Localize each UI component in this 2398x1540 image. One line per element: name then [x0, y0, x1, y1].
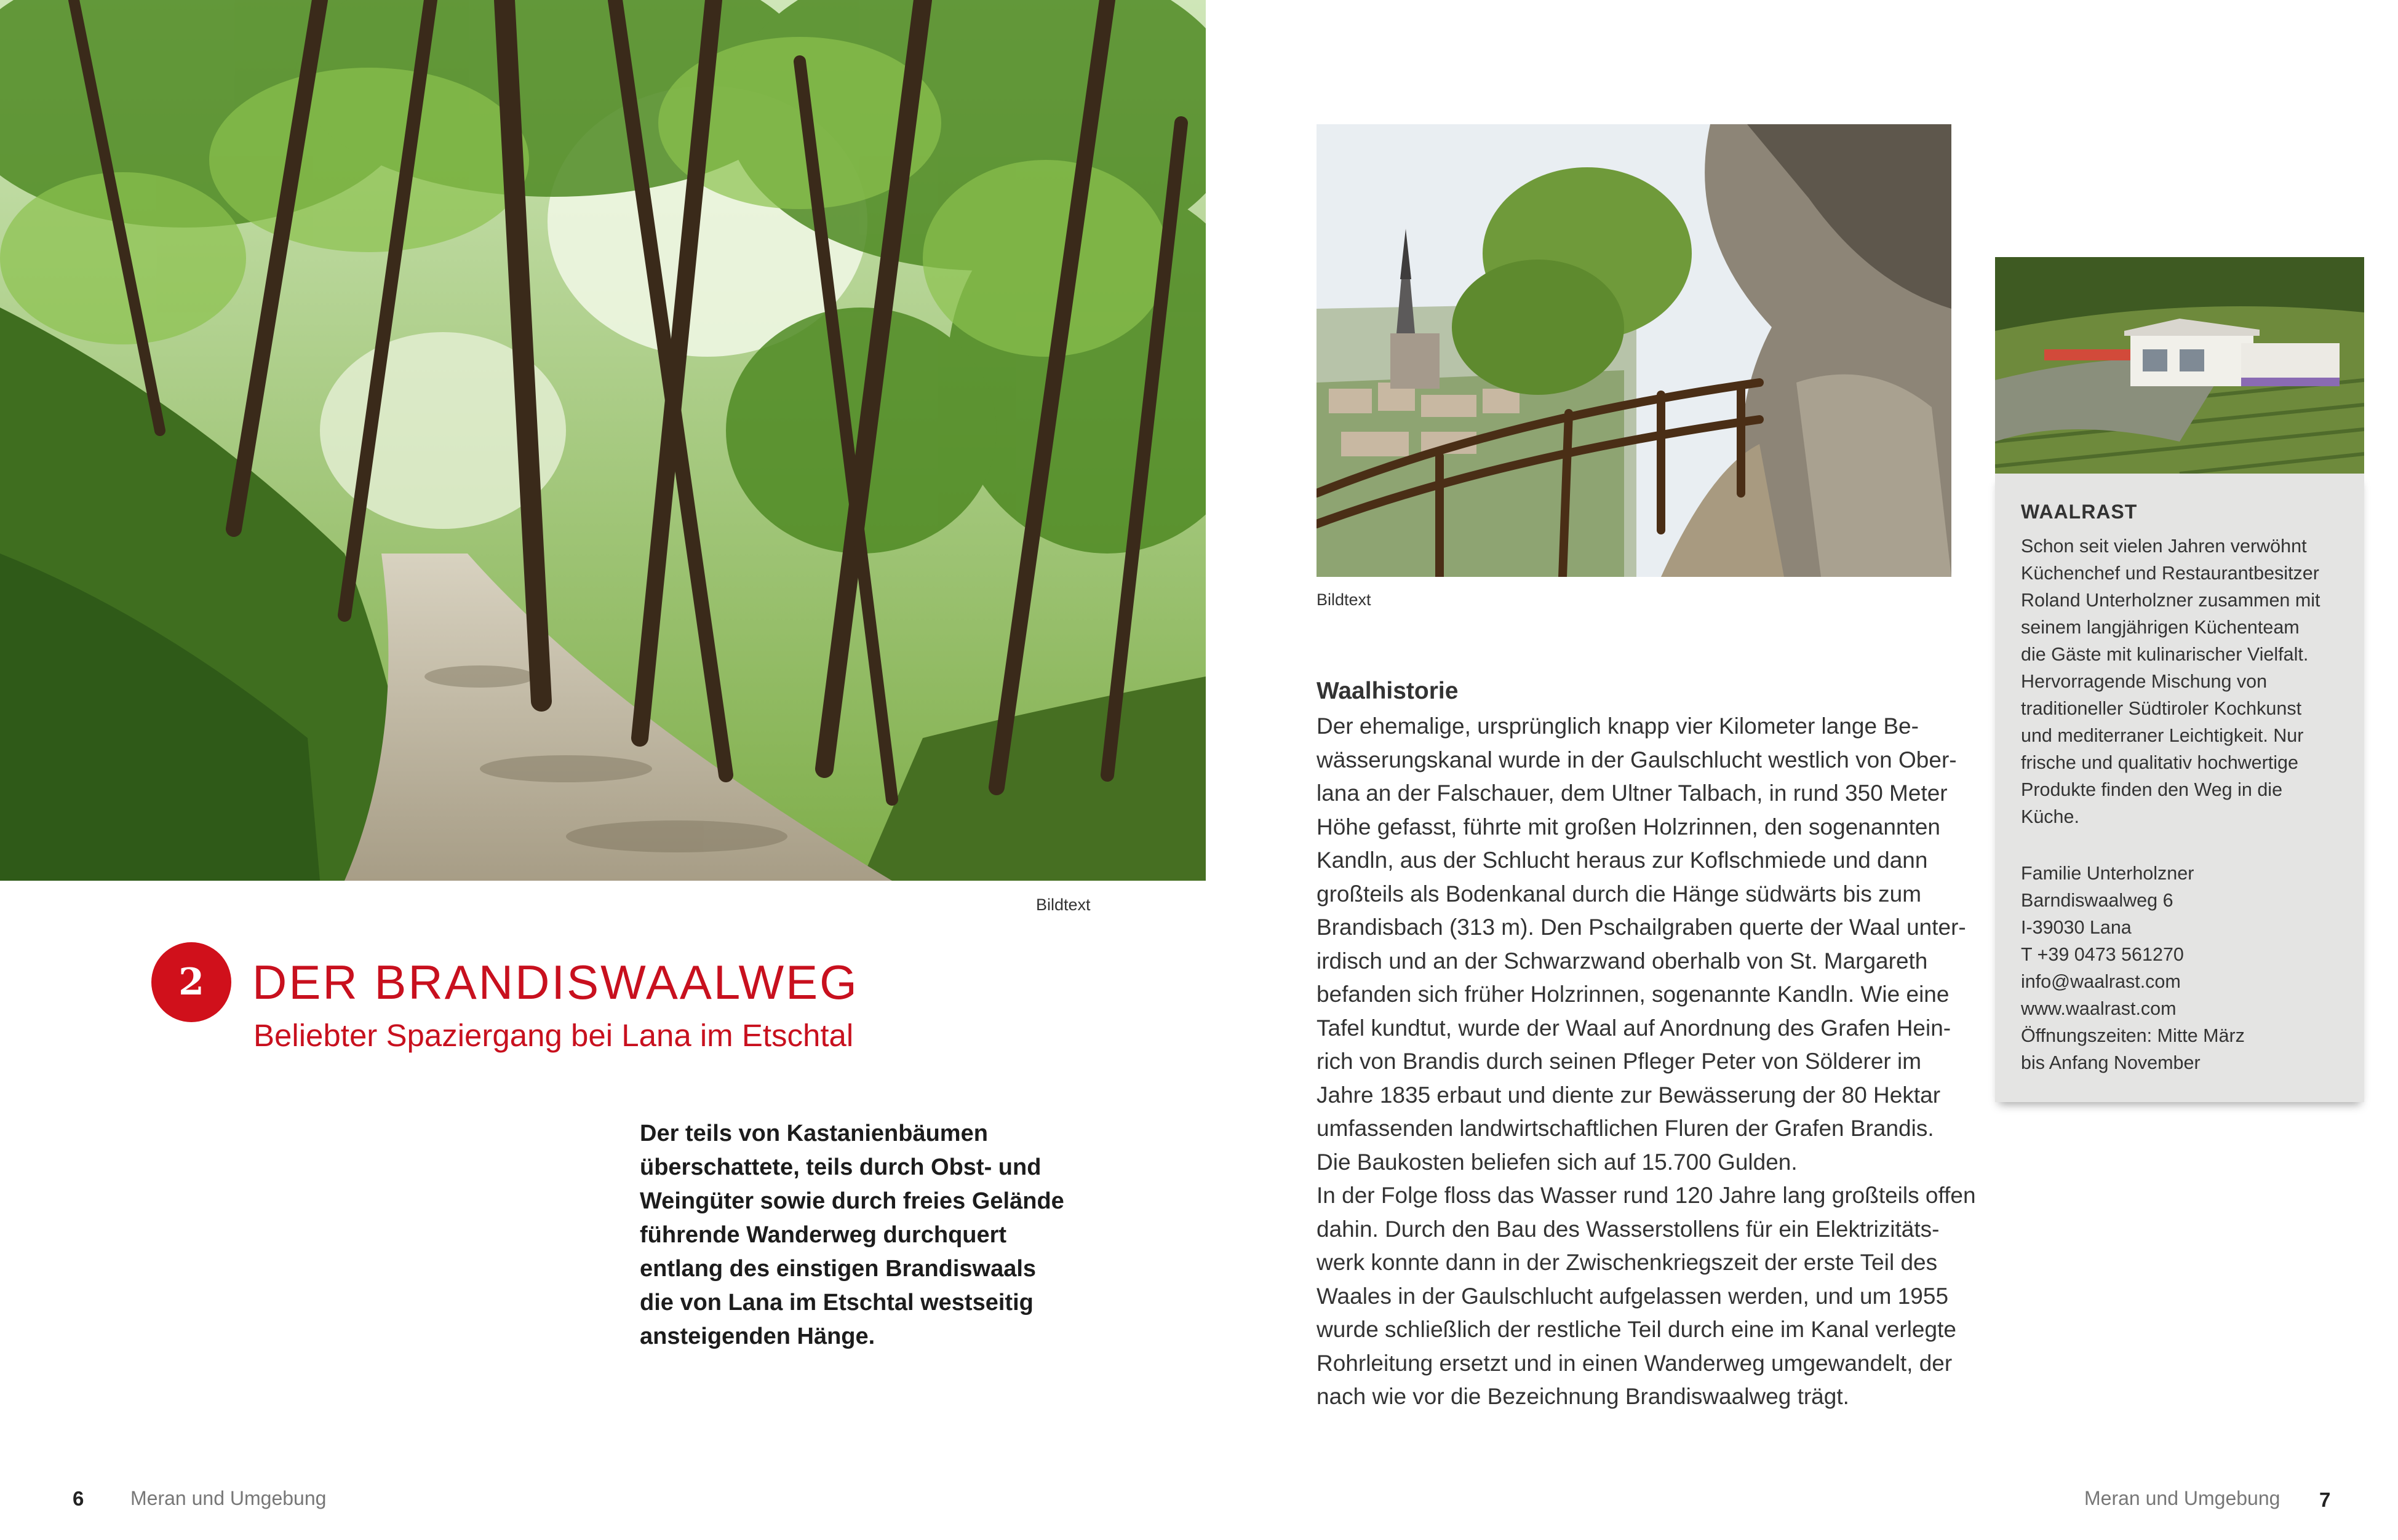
article-line: wässerungskanal wurde in der Gaulschlucht westlich von Ober-: [1317, 747, 1957, 772]
article-line: Die Baukosten beliefen sich auf 15.700 Gulden.: [1317, 1149, 1798, 1175]
sidebar-line: Schon seit vielen Jahren verwöhnt: [2021, 536, 2307, 557]
contact-website: www.waalrast.com: [2021, 998, 2177, 1019]
chapter-subtitle: Beliebter Spaziergang bei Lana im Etschtal: [253, 1018, 854, 1053]
sidebar-line: Roland Unterholzner zusammen mit: [2021, 590, 2320, 611]
church-railing-photo: [1317, 124, 1951, 577]
sidebar-line: die Gäste mit kulinarischer Vielfalt.: [2021, 644, 2309, 665]
right-footer-section: Meran und Umgebung: [2084, 1487, 2280, 1509]
sidebar-line: seinem langjährigen Küchenteam: [2021, 617, 2300, 638]
article-body: [1317, 710, 1976, 1414]
article-line: dahin. Durch den Bau des Wasserstollens für ein Elektrizitäts-: [1317, 1216, 1940, 1242]
article-line: Tafel kundtut, wurde der Waal auf Anordnung des Grafen Hein-: [1317, 1015, 1951, 1041]
forest-path-illustration: [0, 0, 1206, 881]
article-line: Rohrleitung ersetzt und in einen Wanderweg umgewandelt, der: [1317, 1350, 1953, 1376]
article-line: nach wie vor die Bezeichnung Brandiswaalweg trägt.: [1317, 1384, 1849, 1409]
article-line: Brandisbach (313 m). Den Pschailgraben querte der Waal unter-: [1317, 915, 1966, 940]
waalrast-photo: [1995, 257, 2364, 474]
contact-line: Öffnungszeiten: Mitte März: [2021, 1025, 2245, 1046]
intro-line: führende Wanderweg durchquert: [640, 1222, 1007, 1248]
intro-paragraph: [640, 1117, 1070, 1354]
waalrast-illustration: [1995, 257, 2364, 474]
left-page-number: 6: [73, 1487, 84, 1510]
contact-line: I-39030 Lana: [2021, 917, 2132, 938]
article-line: In der Folge floss das Wasser rund 120 Jahre lang großteils offen: [1317, 1183, 1976, 1208]
article-line: großteils als Bodenkanal durch die Hänge südwärts bis zum: [1317, 881, 1922, 907]
contact-phone: T +39 0473 561270: [2021, 944, 2184, 965]
sidebar-description: [2021, 533, 2353, 830]
intro-line: überschattete, teils durch Obst- und: [640, 1154, 1042, 1180]
article-line: lana an der Falschauer, dem Ultner Talbach, in rund 350 Meter: [1317, 780, 1948, 806]
sidebar-line: frische und qualitativ hochwertige: [2021, 752, 2298, 773]
intro-line: Der teils von Kastanienbäumen: [640, 1121, 988, 1146]
article-line: Der ehemalige, ursprünglich knapp vier Kilometer lange Be-: [1317, 713, 1919, 739]
contact-line: Familie Unterholzner: [2021, 863, 2194, 884]
article-line: rich von Brandis durch seinen Pfleger Peter von Sölderer im: [1317, 1049, 1922, 1074]
right-page-number: 7: [2319, 1488, 2331, 1511]
article-line: befanden sich früher Holzrinnen, sogenannte Kandln. Wie eine: [1317, 982, 1950, 1007]
article-line: Kandln, aus der Schlucht heraus zur Koflschmiede und dann: [1317, 847, 1928, 873]
intro-line: die von Lana im Etschtal westseitig: [640, 1290, 1034, 1316]
forest-path-photo: [0, 0, 1206, 881]
church-railing-illustration: [1317, 124, 1951, 577]
church-photo-caption: Bildtext: [1317, 590, 1371, 609]
sidebar-line: Küchenchef und Restaurantbesitzer: [2021, 563, 2319, 584]
chapter-title: DER BRANDISWAALWEG: [252, 955, 859, 1009]
sidebar-contact: [2021, 860, 2353, 1076]
article-line: umfassenden landwirtschaftlichen Fluren der Grafen Brandis.: [1317, 1116, 1934, 1141]
article-line: wurde schließlich der restliche Teil durch eine im Kanal verlegte: [1317, 1317, 1956, 1342]
contact-line: Barndiswaalweg 6: [2021, 890, 2173, 911]
article-heading: Waalhistorie: [1317, 678, 1459, 704]
sidebar-line: Küche.: [2021, 806, 2079, 827]
forest-photo-caption: Bildtext: [1036, 895, 1091, 914]
contact-line: bis Anfang November: [2021, 1052, 2201, 1073]
left-footer-section: Meran und Umgebung: [130, 1487, 327, 1509]
article-line: Jahre 1835 erbaut und diente zur Bewässerung der 80 Hektar: [1317, 1082, 1941, 1108]
article-line: Höhe gefasst, führte mit großen Holzrinnen, den sogenannten: [1317, 814, 1941, 839]
article-line: werk konnte dann in der Zwischenkriegszeit der erste Teil des: [1317, 1250, 1938, 1275]
article-line: Waales in der Gaulschlucht aufgelassen werden, und um 1955: [1317, 1283, 1949, 1309]
chapter-number-badge: 2: [151, 942, 231, 1022]
contact-email: info@waalrast.com: [2021, 971, 2181, 992]
intro-line: Weingüter sowie durch freies Gelände: [640, 1188, 1064, 1214]
sidebar-line: und mediterraner Leichtigkeit. Nur: [2021, 725, 2304, 746]
sidebar-line: traditioneller Südtiroler Kochkunst: [2021, 698, 2302, 719]
intro-line: ansteigenden Hänge.: [640, 1324, 875, 1349]
sidebar-line: Produkte finden den Weg in die: [2021, 779, 2283, 800]
article-line: irdisch und an der Schwarzwand oberhalb von St. Margareth: [1317, 948, 1928, 974]
sidebar-title: WAALRAST: [2021, 501, 2138, 523]
sidebar-line: Hervorragende Mischung von: [2021, 671, 2268, 692]
intro-line: entlang des einstigen Brandiswaals: [640, 1256, 1037, 1282]
